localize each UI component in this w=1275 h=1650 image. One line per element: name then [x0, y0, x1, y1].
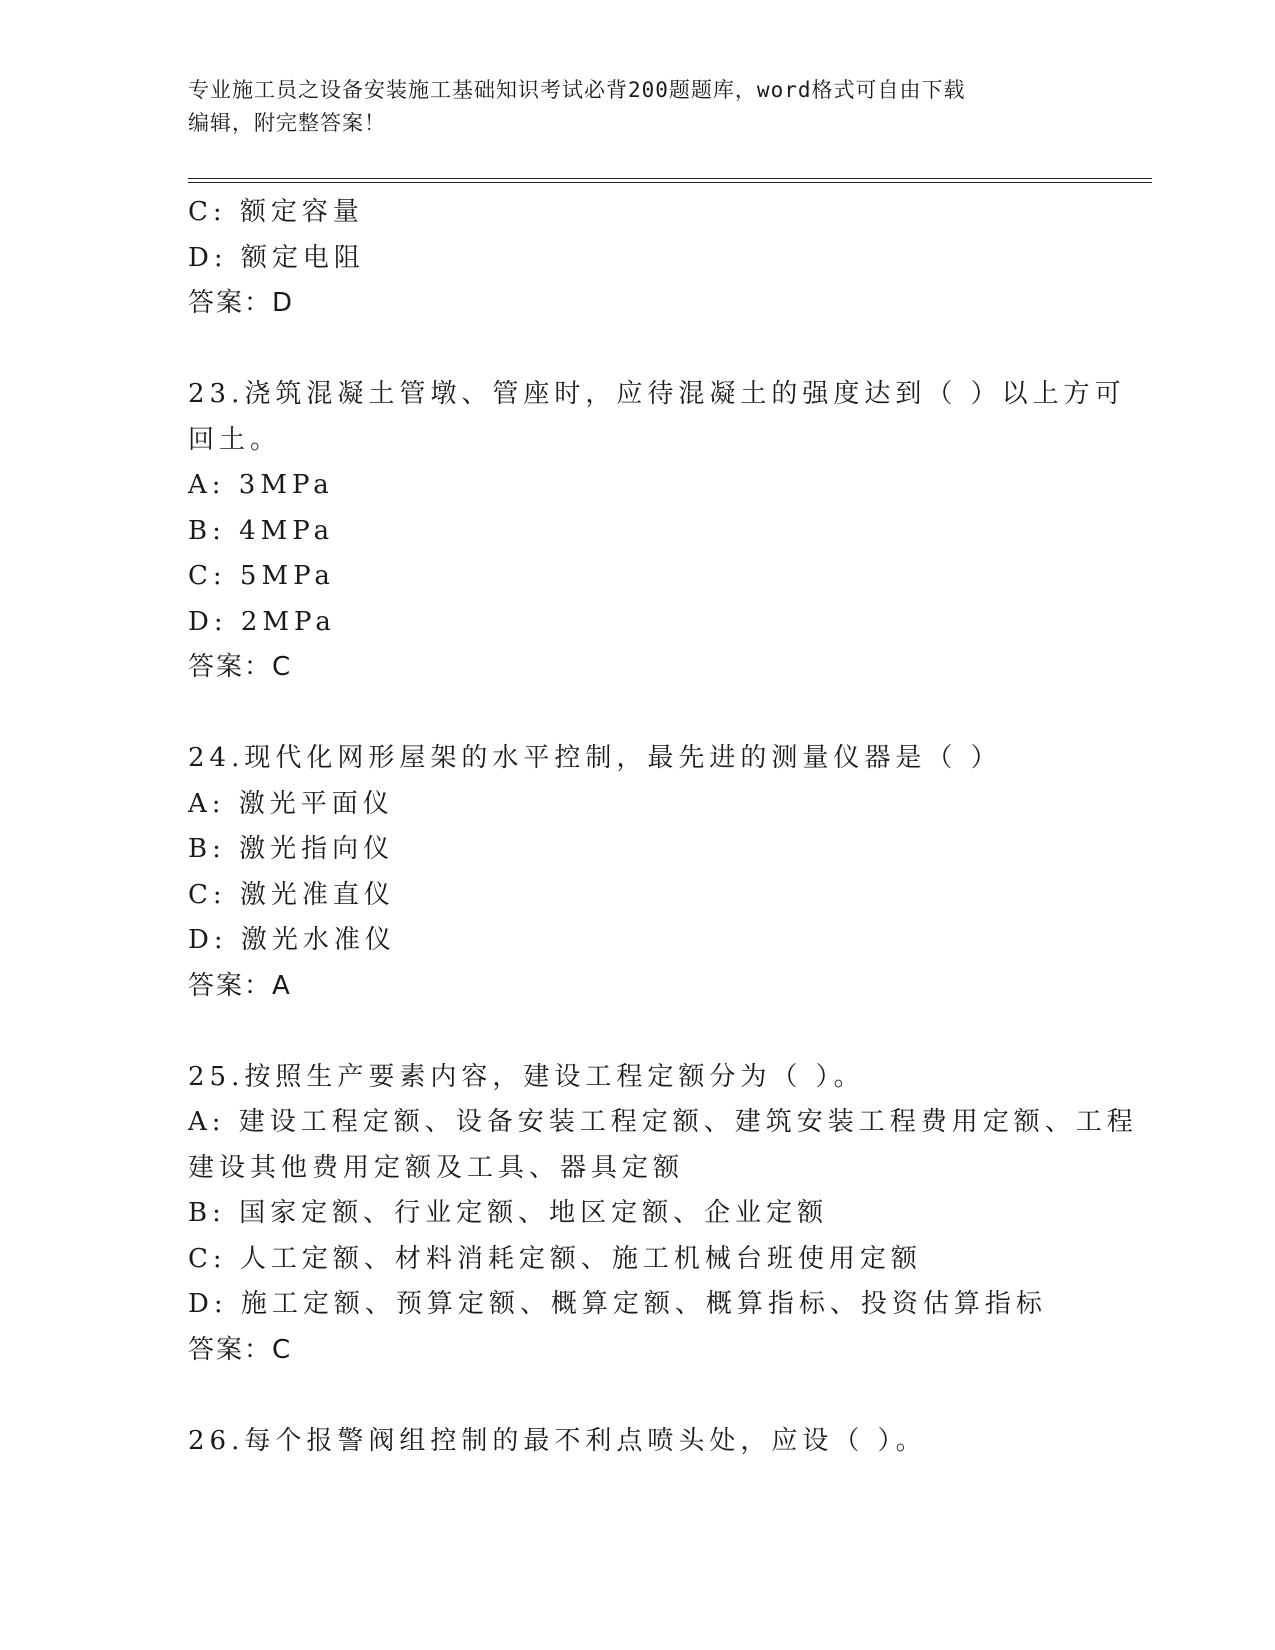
question-text: 回土。: [188, 424, 282, 455]
option-line: D: 额定电阻: [188, 242, 365, 273]
header-title-line-1: 专业施工员之设备安装施工基础知识考试必背200题题库，word格式可自由下载: [188, 78, 966, 102]
question-25: [188, 1055, 1138, 1374]
question-26: [188, 1419, 1088, 1465]
option-line: D: 施工定额、预算定额、概算定额、概算指标、投资估算指标: [188, 1289, 1047, 1319]
document-body: [188, 190, 1138, 1464]
answer-line: 答案：C: [188, 1334, 293, 1365]
question-24: [188, 736, 1088, 1009]
question-text: 26.每个报警阀组控制的最不利点喷头处，应设（ ）。: [188, 1425, 927, 1456]
spacer: [188, 327, 1088, 373]
header-divider: [188, 178, 1152, 183]
answer-line: 答案：A: [188, 970, 292, 1001]
question-22-continued: [188, 190, 1088, 327]
answer-line: 答案：C: [188, 652, 293, 682]
option-line: C: 激光准直仪: [188, 879, 395, 910]
option-line: A: 建设工程定额、设备安装工程定额、建筑安装工程费用定额、工程: [188, 1107, 1138, 1137]
option-line: 建设其他费用定额及工具、器具定额: [188, 1152, 685, 1183]
spacer: [188, 1373, 1088, 1419]
question-23: [188, 372, 1126, 691]
question-text: 24.现代化网形屋架的水平控制，最先进的测量仪器是（ ）: [188, 743, 1002, 773]
option-line: A: 激光平面仪: [188, 788, 394, 819]
option-line: C: 5MPa: [188, 561, 335, 591]
option-line: C: 人工定额、材料消耗定额、施工机械台班使用定额: [188, 1243, 922, 1274]
header-title-line-2: 编辑，附完整答案！: [188, 111, 386, 135]
option-line: C: 额定容量: [188, 197, 364, 227]
answer-line: 答案：D: [188, 288, 295, 318]
option-line: B: 激光指向仪: [188, 834, 395, 864]
spacer: [188, 691, 1088, 737]
option-line: D: 2MPa: [188, 606, 336, 637]
option-line: B: 国家定额、行业定额、地区定额、企业定额: [188, 1198, 829, 1228]
spacer: [188, 1009, 1088, 1055]
option-line: B: 4MPa: [188, 515, 335, 546]
question-text: 23.浇筑混凝土管墩、管座时，应待混凝土的强度达到（ ）以上方可: [188, 379, 1126, 409]
question-text: 25.按照生产要素内容，建设工程定额分为（ ）。: [188, 1061, 865, 1092]
page-header: [188, 74, 1088, 140]
option-line: D: 激光水准仪: [188, 925, 396, 955]
option-line: A: 3MPa: [188, 470, 334, 500]
